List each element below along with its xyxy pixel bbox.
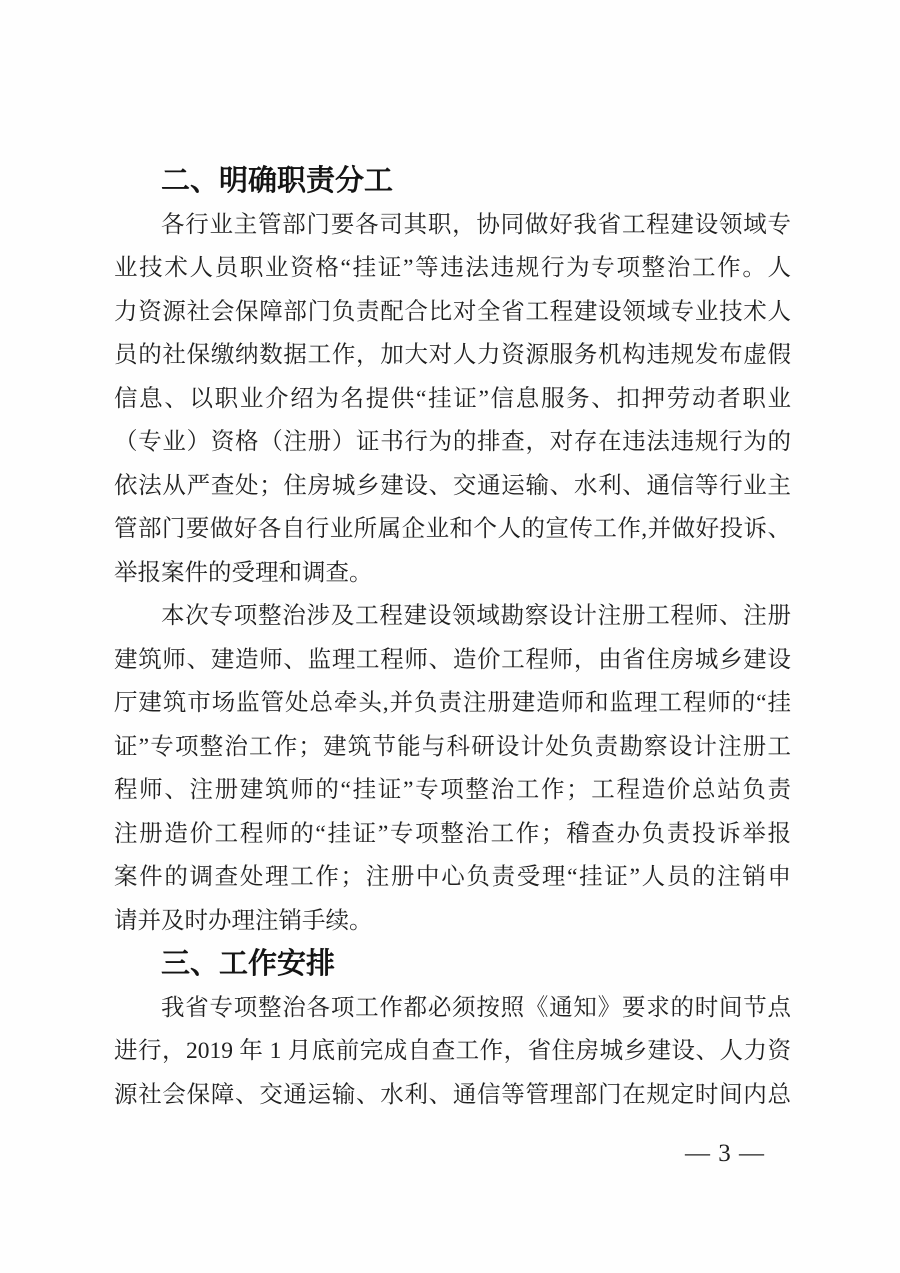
- section-heading-schedule: 三、工作安排: [161, 948, 336, 980]
- page-number: — 3 —: [685, 1140, 765, 1167]
- text-line: 力资源社会保障部门负责配合比对全省工程建设领域专业技术人: [114, 298, 791, 325]
- text-line: 建筑师、建造师、监理工程师、造价工程师，由省住房城乡建设: [114, 646, 791, 673]
- paragraph-duties-1: [114, 204, 791, 596]
- text-line: 依法从严查处；住房城乡建设、交通运输、水利、通信等行业主: [114, 472, 791, 499]
- text-line: 证”专项整治工作；建筑节能与科研设计处负责勘察设计注册工: [114, 733, 791, 760]
- section-heading-duties: 二、明确职责分工: [161, 165, 394, 197]
- document-body: [114, 160, 791, 1117]
- text-line: 举报案件的受理和调查。: [114, 559, 373, 586]
- paragraph-schedule-1: [114, 987, 791, 1118]
- text-line: 员的社保缴纳数据工作，加大对人力资源服务机构违规发布虚假: [114, 342, 791, 368]
- text-line: 厅建筑市场监管处总牵头,并负责注册建造师和监理工程师的“挂: [114, 690, 791, 716]
- text-line: 信息、以职业介绍为名提供“挂证”信息服务、扣押劳动者职业: [114, 385, 791, 412]
- text-line: 业技术人员职业资格“挂证”等违法违规行为专项整治工作。人: [114, 255, 791, 281]
- text-line: 注册造价工程师的“挂证”专项整治工作；稽查办负责投诉举报: [114, 820, 791, 847]
- text-line: 管部门要做好各自行业所属企业和个人的宣传工作,并做好投诉、: [114, 516, 791, 542]
- text-line: 程师、注册建筑师的“挂证”专项整治工作；工程造价总站负责: [114, 777, 791, 803]
- text-line: 请并及时办理注销手续。: [114, 907, 373, 934]
- text-line: （专业）资格（注册）证书行为的排查，对存在违法违规行为的: [114, 429, 791, 455]
- paragraph-duties-2: [114, 595, 791, 943]
- text-line: 本次专项整治涉及工程建设领域勘察设计注册工程师、注册: [161, 603, 791, 629]
- text-line: 源社会保障、交通运输、水利、通信等管理部门在规定时间内总: [114, 1081, 791, 1108]
- text-line: 各行业主管部门要各司其职，协同做好我省工程建设领域专: [161, 211, 791, 238]
- text-line: 我省专项整治各项工作都必须按照《通知》要求的时间节点: [161, 994, 791, 1021]
- text-line: 案件的调查处理工作；注册中心负责受理“挂证”人员的注销申: [114, 864, 791, 890]
- text-line: 进行，2019 年 1 月底前完成自查工作，省住房城乡建设、人力资: [114, 1038, 791, 1064]
